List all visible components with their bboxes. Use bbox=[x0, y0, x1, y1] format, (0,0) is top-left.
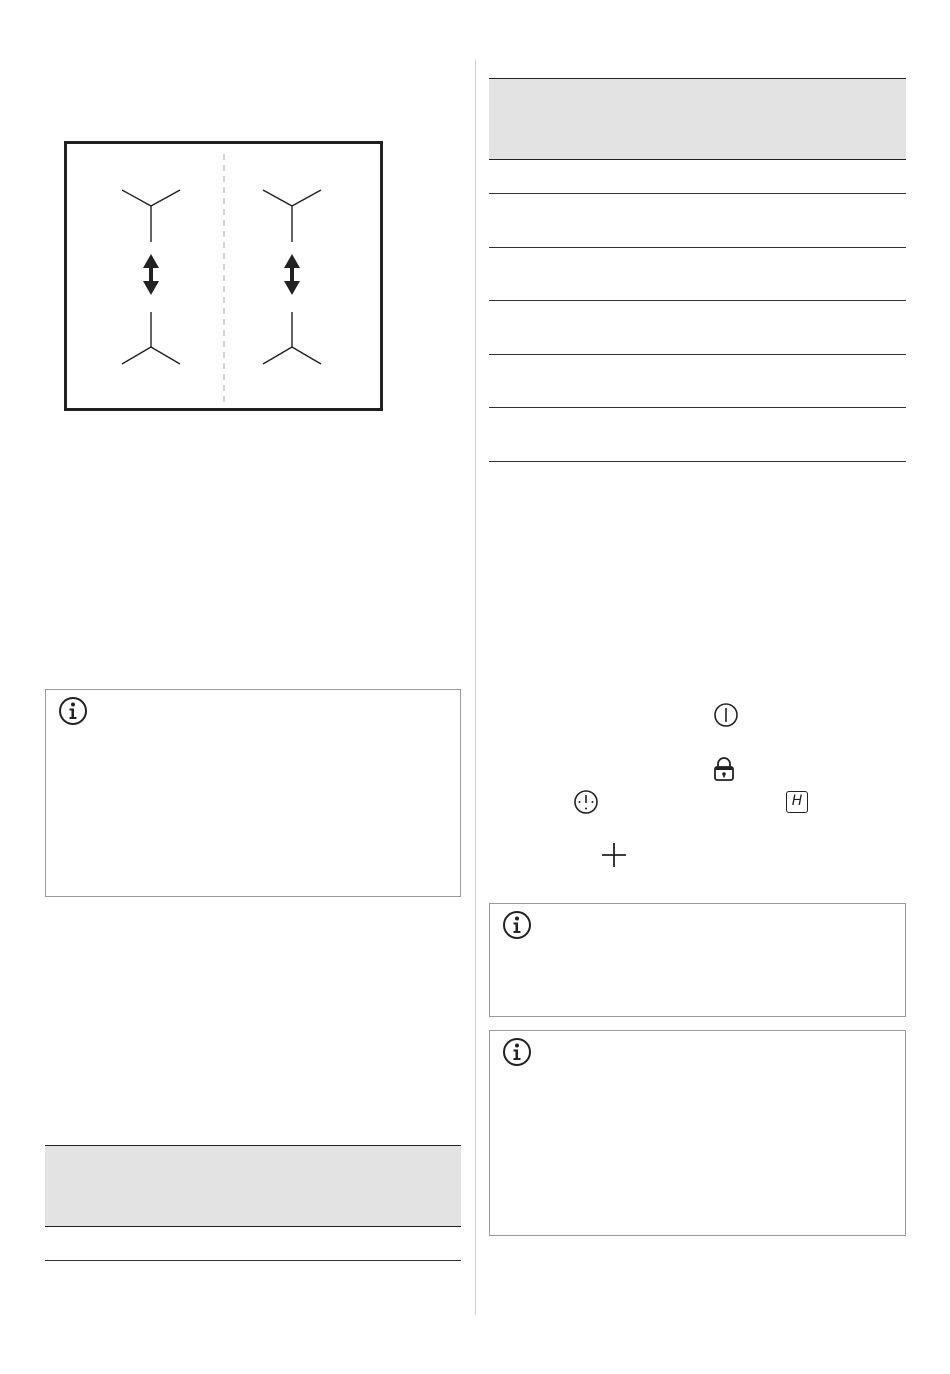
right-table-row-divider bbox=[489, 354, 906, 355]
residual-heat-H-icon: H bbox=[786, 791, 808, 813]
right-table-row-divider bbox=[489, 461, 906, 462]
right-table-row-divider bbox=[489, 407, 906, 408]
zones-drawing bbox=[67, 144, 380, 408]
left-double-arrow-icon bbox=[143, 254, 159, 295]
right-table-row-divider bbox=[489, 300, 906, 301]
right-zone-bottom-marker bbox=[263, 312, 321, 364]
left-table-header bbox=[45, 1145, 461, 1227]
plus-icon bbox=[601, 842, 627, 868]
left-zone-top-marker bbox=[122, 190, 180, 242]
left-zone-bottom-marker bbox=[122, 312, 180, 364]
timer-icon bbox=[573, 789, 599, 815]
info-icon bbox=[502, 910, 532, 940]
right-double-arrow-icon bbox=[284, 254, 300, 295]
right-zone-top-marker bbox=[263, 190, 321, 242]
power-icon bbox=[713, 702, 739, 728]
right-table-header bbox=[489, 78, 906, 160]
left-table-row-divider bbox=[45, 1260, 461, 1261]
right-table-row-divider bbox=[489, 193, 906, 194]
info-note-box bbox=[489, 1030, 906, 1236]
info-note-box bbox=[45, 689, 461, 897]
column-divider bbox=[475, 60, 476, 1315]
cooking-zones-diagram bbox=[64, 141, 383, 411]
info-icon bbox=[58, 696, 88, 726]
right-table-row-divider bbox=[489, 247, 906, 248]
info-icon bbox=[502, 1037, 532, 1067]
info-note-box bbox=[489, 903, 906, 1017]
lock-icon bbox=[713, 757, 735, 783]
